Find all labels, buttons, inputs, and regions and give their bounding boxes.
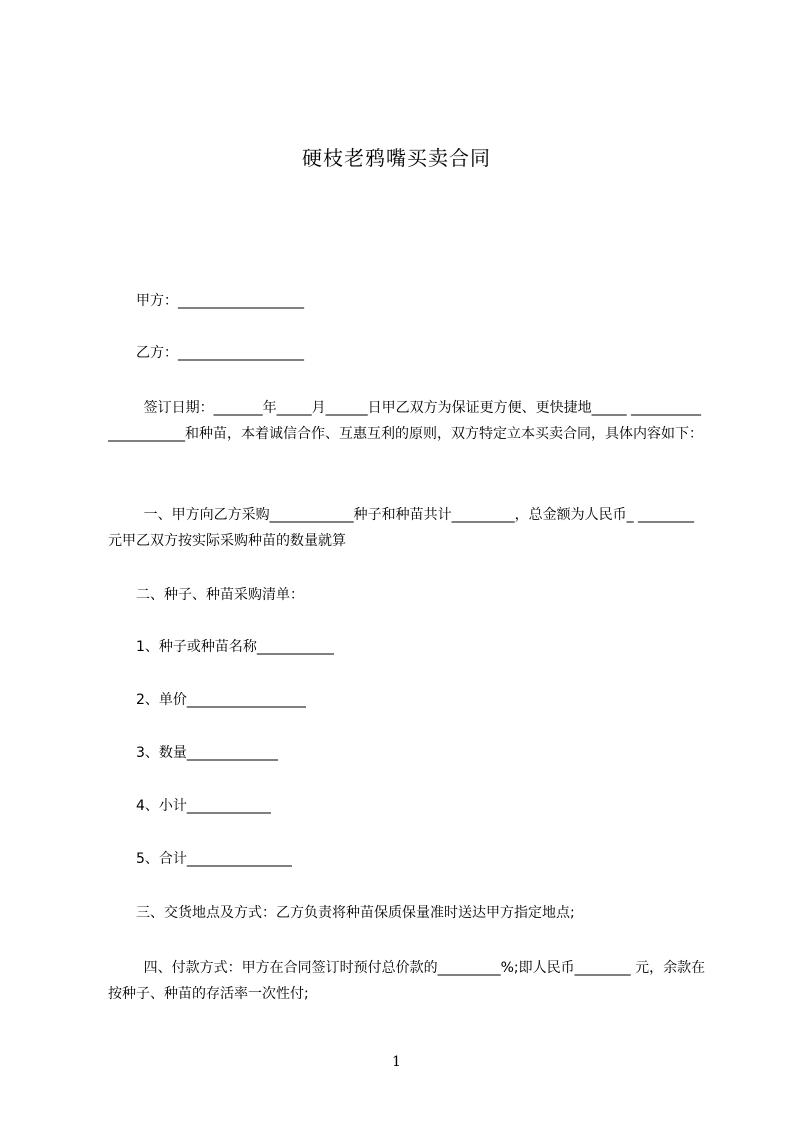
list-item: 3、数量_____________ bbox=[136, 745, 278, 761]
list-item: 4、小计____________ bbox=[136, 798, 271, 814]
clause-4-paragraph: 四、付款方式：甲方在合同签订时预付总价款的_________%;即人民币________ 元，余款在按种子、种苗的存活率一次性付; bbox=[108, 960, 706, 1002]
intro-paragraph: 签订日期：_______年_____月______日甲乙双方为保证更方便、更快捷地_____ _____________________和种苗，本着诚信合作、互惠互利的原则，双方特定立本买卖合同，具体内容如下： bbox=[108, 400, 703, 442]
page-number: 1 bbox=[392, 1054, 401, 1070]
list-item: 2、单价_________________ bbox=[136, 692, 306, 708]
list-item: 1、种子或种苗名称___________ bbox=[136, 639, 334, 655]
clause-2-heading: 二、种子、种苗采购清单： bbox=[136, 587, 304, 603]
document-title: 硬枝老鸦嘴买卖合同 bbox=[302, 146, 491, 170]
party-a-line: 甲方：__________________ bbox=[136, 293, 304, 309]
clause-3-paragraph: 三、交货地点及方式：乙方负责将种苗保质保量准时送达甲方指定地点; bbox=[136, 905, 575, 921]
party-b-line: 乙方：__________________ bbox=[136, 345, 304, 361]
clause-1-paragraph: 一、甲方向乙方采购____________种子和种苗共计_________，总金额为人民币_ ________元甲乙双方按实际采购种苗的数量就算 bbox=[108, 507, 695, 549]
list-item: 5、合计_______________ bbox=[136, 851, 292, 867]
